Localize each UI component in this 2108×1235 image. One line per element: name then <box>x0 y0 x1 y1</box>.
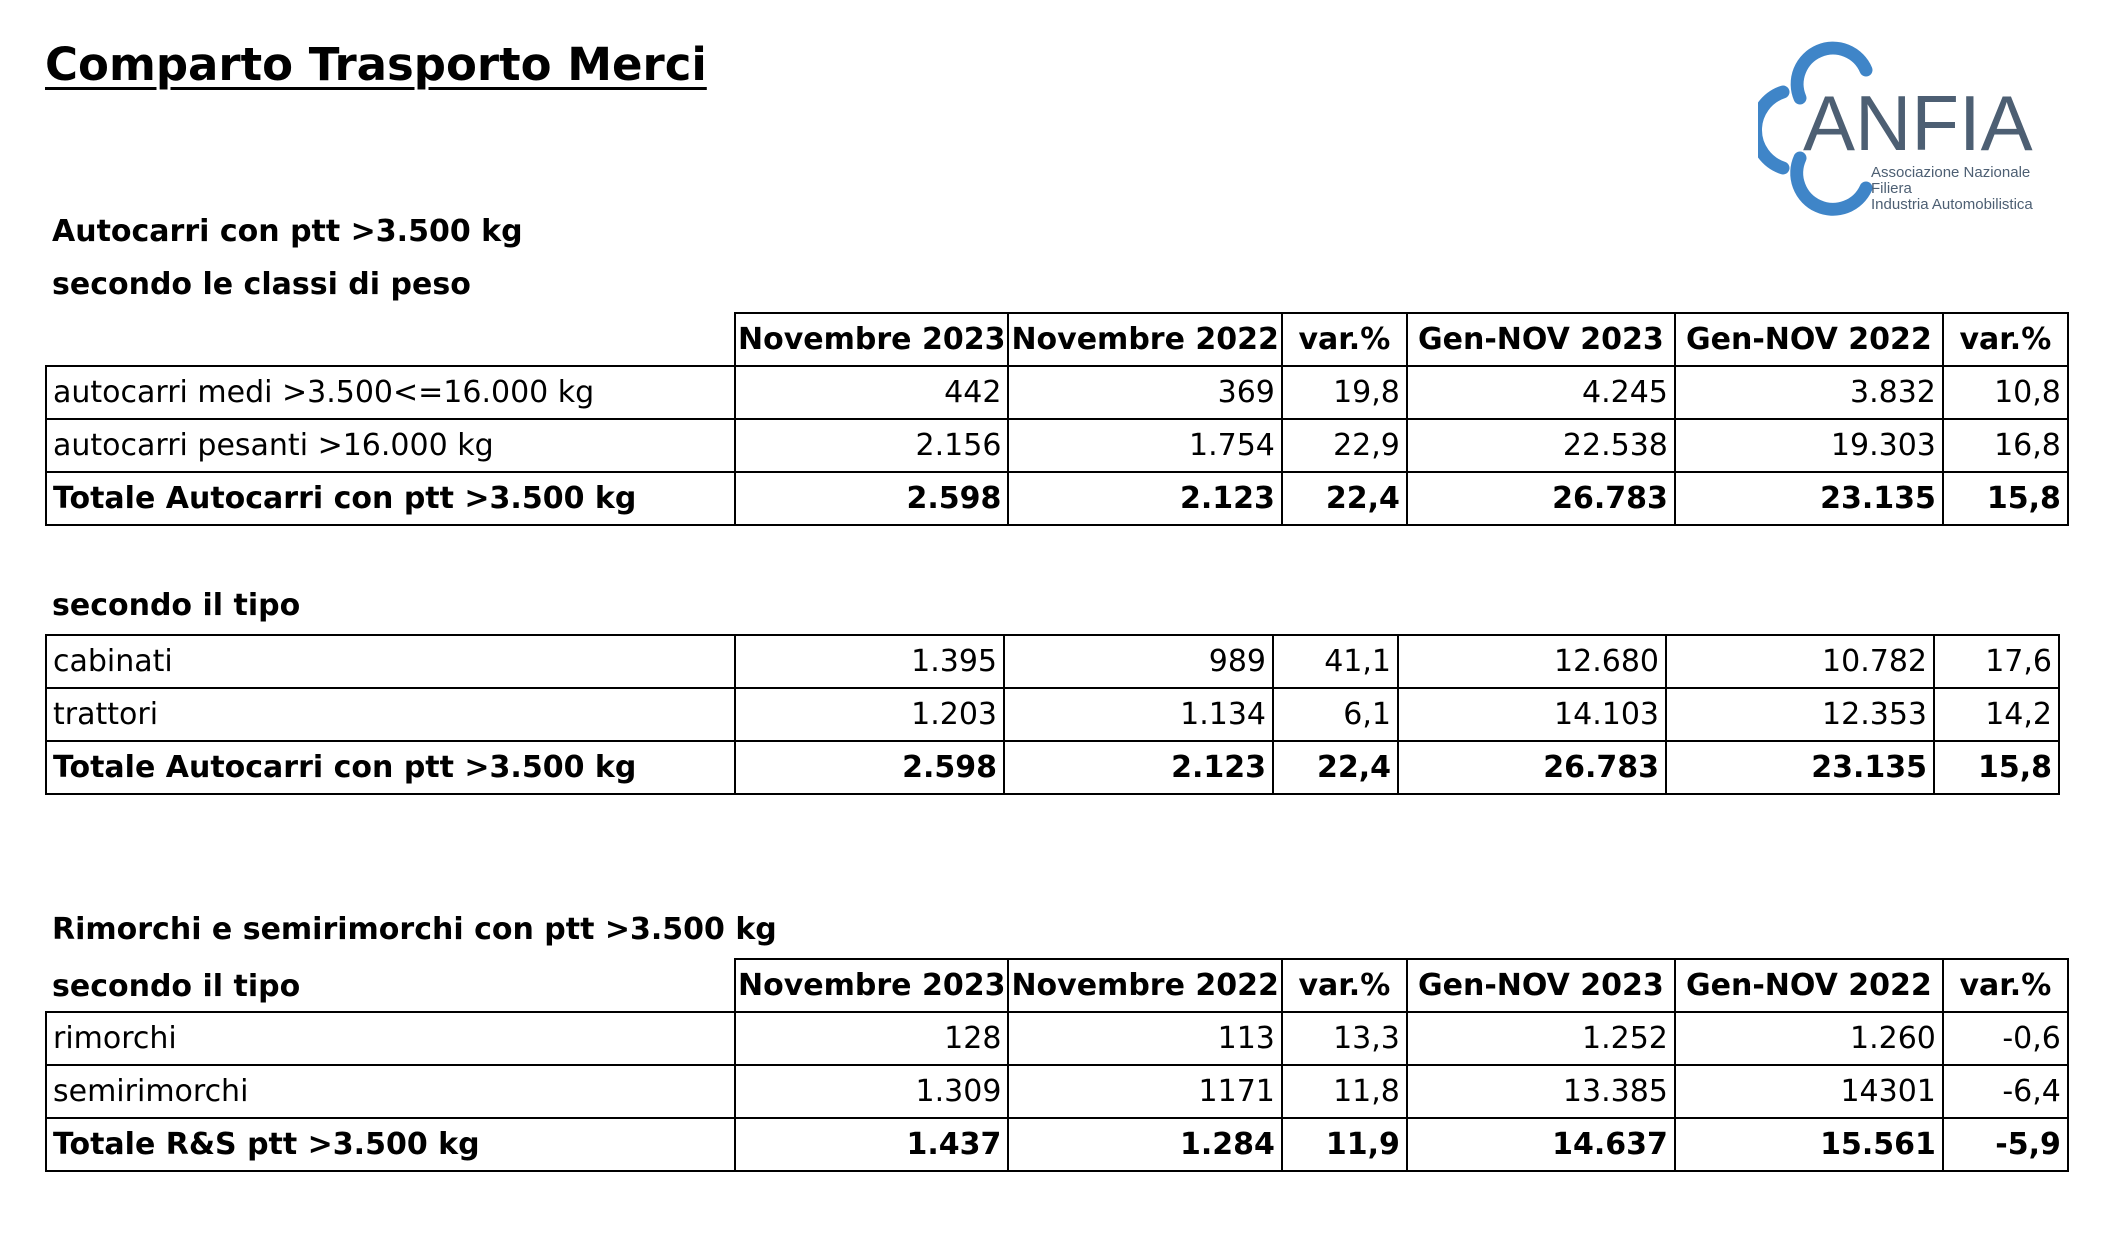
cell-value: 14.637 <box>1407 1118 1675 1171</box>
header-var-ytd: var.% <box>1943 959 2068 1012</box>
cell-value: 14301 <box>1675 1065 1943 1118</box>
row-label: Totale Autocarri con ptt >3.500 kg <box>46 472 735 525</box>
row-label: semirimorchi <box>46 1065 735 1118</box>
logo-subtitle-2: Filiera <box>1871 180 1912 197</box>
cell-value: 1.309 <box>735 1065 1008 1118</box>
row-label: autocarri pesanti >16.000 kg <box>46 419 735 472</box>
cell-value: 1.203 <box>735 688 1004 741</box>
section3-heading: Rimorchi e semirimorchi con ptt >3.500 kg <box>52 912 777 947</box>
header-nov-2022: Novembre 2022 <box>1008 959 1281 1012</box>
table-row <box>46 1012 2068 1065</box>
header-blank <box>46 313 735 366</box>
table-row <box>46 1065 2068 1118</box>
section1-subheading: secondo le classi di peso <box>52 267 471 302</box>
cell-value: 12.353 <box>1666 688 1934 741</box>
cell-value: 23.135 <box>1675 472 1943 525</box>
header-nov-2023: Novembre 2023 <box>735 313 1008 366</box>
cell-value: 16,8 <box>1943 419 2068 472</box>
cell-value: 14.103 <box>1398 688 1666 741</box>
cell-value: 22,9 <box>1282 419 1407 472</box>
anfia-logo <box>1758 40 2048 220</box>
cell-value: 19,8 <box>1282 366 1407 419</box>
cell-value: 6,1 <box>1273 688 1398 741</box>
cell-value: 19.303 <box>1675 419 1943 472</box>
cell-value: 17,6 <box>1934 635 2059 688</box>
cell-value: 26.783 <box>1398 741 1666 794</box>
logo-subtitle-1: Associazione Nazionale <box>1871 164 2031 181</box>
header-nov-2022: Novembre 2022 <box>1008 313 1281 366</box>
cell-value: 15,8 <box>1934 741 2059 794</box>
logo-swoosh-left <box>1758 92 1783 168</box>
table-type <box>45 634 2060 795</box>
header-var-month: var.% <box>1282 313 1407 366</box>
header-var-month: var.% <box>1282 959 1407 1012</box>
cell-value: 128 <box>735 1012 1008 1065</box>
cell-value: 1.134 <box>1004 688 1273 741</box>
header-ytd-2023: Gen-NOV 2023 <box>1407 959 1675 1012</box>
row-label: autocarri medi >3.500<=16.000 kg <box>46 366 735 419</box>
cell-value: 2.123 <box>1008 472 1281 525</box>
cell-value: 3.832 <box>1675 366 1943 419</box>
cell-value: -5,9 <box>1943 1118 2068 1171</box>
cell-value: 1.260 <box>1675 1012 1943 1065</box>
header-blank <box>46 959 735 1012</box>
table-row <box>46 635 2059 688</box>
section1-heading: Autocarri con ptt >3.500 kg <box>52 214 523 249</box>
cell-value: 26.783 <box>1407 472 1675 525</box>
cell-value: 989 <box>1004 635 1273 688</box>
cell-value: 10,8 <box>1943 366 2068 419</box>
cell-value: 442 <box>735 366 1008 419</box>
cell-value: 1.754 <box>1008 419 1281 472</box>
row-label: rimorchi <box>46 1012 735 1065</box>
cell-value: 4.245 <box>1407 366 1675 419</box>
logo-subtitle-3: Industria Automobilistica <box>1871 196 2033 213</box>
cell-value: -6,4 <box>1943 1065 2068 1118</box>
table-total-row <box>46 741 2059 794</box>
cell-value: 2.598 <box>735 741 1004 794</box>
cell-value: 11,9 <box>1282 1118 1407 1171</box>
cell-value: 1171 <box>1008 1065 1281 1118</box>
row-label: Totale R&S ptt >3.500 kg <box>46 1118 735 1171</box>
row-label: trattori <box>46 688 735 741</box>
cell-value: 23.135 <box>1666 741 1934 794</box>
logo-brand: ANFIA <box>1803 79 2033 167</box>
cell-value: 1.395 <box>735 635 1004 688</box>
row-label: cabinati <box>46 635 735 688</box>
cell-value: 15.561 <box>1675 1118 1943 1171</box>
row-label: Totale Autocarri con ptt >3.500 kg <box>46 741 735 794</box>
header-nov-2023: Novembre 2023 <box>735 959 1008 1012</box>
cell-value: 15,8 <box>1943 472 2068 525</box>
cell-value: 369 <box>1008 366 1281 419</box>
cell-value: 14,2 <box>1934 688 2059 741</box>
cell-value: 22,4 <box>1273 741 1398 794</box>
table-row <box>46 419 2068 472</box>
cell-value: 13,3 <box>1282 1012 1407 1065</box>
cell-value: 2.123 <box>1004 741 1273 794</box>
table-header-row <box>46 313 2068 366</box>
cell-value: 41,1 <box>1273 635 1398 688</box>
cell-value: 11,8 <box>1282 1065 1407 1118</box>
page-title: Comparto Trasporto Merci <box>45 38 707 91</box>
cell-value: 2.156 <box>735 419 1008 472</box>
header-ytd-2023: Gen-NOV 2023 <box>1407 313 1675 366</box>
table-header-row <box>46 959 2068 1012</box>
cell-value: 10.782 <box>1666 635 1934 688</box>
table-total-row <box>46 472 2068 525</box>
cell-value: 1.252 <box>1407 1012 1675 1065</box>
cell-value: -0,6 <box>1943 1012 2068 1065</box>
cell-value: 13.385 <box>1407 1065 1675 1118</box>
header-var-ytd: var.% <box>1943 313 2068 366</box>
cell-value: 113 <box>1008 1012 1281 1065</box>
cell-value: 1.284 <box>1008 1118 1281 1171</box>
header-ytd-2022: Gen-NOV 2022 <box>1675 959 1943 1012</box>
table-weight-classes <box>45 312 2069 526</box>
table-trailers <box>45 958 2069 1172</box>
cell-value: 12.680 <box>1398 635 1666 688</box>
table-row <box>46 688 2059 741</box>
cell-value: 22.538 <box>1407 419 1675 472</box>
table-row <box>46 366 2068 419</box>
section2-subheading: secondo il tipo <box>52 588 301 623</box>
header-ytd-2022: Gen-NOV 2022 <box>1675 313 1943 366</box>
cell-value: 1.437 <box>735 1118 1008 1171</box>
table-total-row <box>46 1118 2068 1171</box>
cell-value: 22,4 <box>1282 472 1407 525</box>
cell-value: 2.598 <box>735 472 1008 525</box>
section3-subheading: secondo il tipo <box>52 969 301 1004</box>
